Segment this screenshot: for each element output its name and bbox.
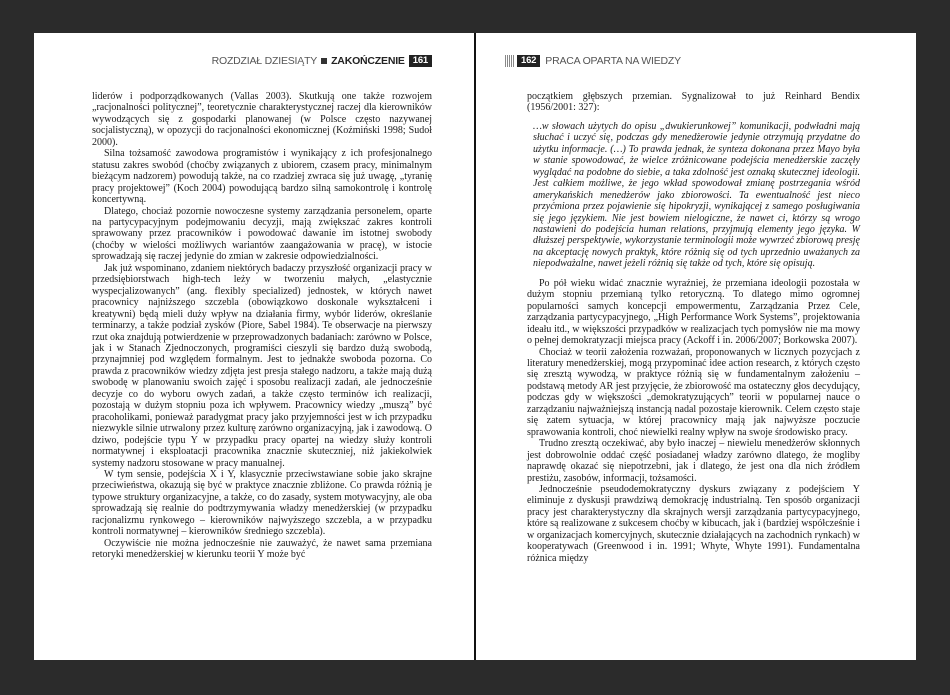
section-title: PRACA OPARTA NA WIEDZY bbox=[545, 55, 681, 67]
paragraph: Dlatego, chociaż pozornie nowoczesne systemy zarządzania personelem, oparte na partycypacyjnym podejmowaniu decyzji, mają zwiększać zakres kontroli sprawowany przez pracowników i powodować dawanie im istotnej swobody (choćby w wielości możliwych wariantów zaangażowania w pracę), w istocie sprowadzają się raczej jedynie do zmian w zakresie odpowiedzialności. bbox=[92, 205, 432, 263]
paragraph: początkiem głębszych przemian. Sygnalizował to już Reinhard Bendix (1956/2001: 327): bbox=[527, 91, 860, 114]
page-number: 162 bbox=[517, 55, 540, 67]
paragraph: liderów i podporządkowanych (Vallas 2003). Skutkują one także rozwojem „racjonalności politycznej”, teoretycznie charakterystycznej raczej dla kierowników wywodzących się z gospodarki planowanej (w Polsce często nazywanej socjalistyczną), w opozycji do racjonalności ekonomicznej (Koźmiński 1998; Sudoł 2000). bbox=[92, 91, 432, 148]
running-header bbox=[212, 54, 432, 68]
paragraph: Jak już wspominano, zdaniem niektórych badaczy przyszłość organizacji pracy w przedsiębiorstwach high-tech leży w tworzeniu małych, „elastycznie wyspecjalizowanych” (ang. flexibly specialized) jednostek, w których nawet pracownicy najniższego szczebla (obowiązkowo doskonale wykształceni i kreatywni) będą mieli duży wpływ na działania firmy, wybór liderów, określanie terminarzy, a także podział zysków (Piore, Sabel 1984). Te obserwacje na pierwszy rzut oka znajdują potwierdzenie w przeprowadzonych badaniach: zarówno w Polsce, jak i w Stanach Zjednoczonych, programiści cieszyli się bardzo dużą swobodą, przynajmniej pod względem formalnym. Jest to jednakże swoboda pozorna. Co prawda z pracowników wiedzy zdjęta jest presja stałego nadzoru, a także mają dużą swobodę w planowaniu swoich zajęć i sposobu realizacji zadań, ale jednocześnie decyzje co do wyboru owych zadań, a także często terminów ich realizacji, pozostają w dużym stopniu poza ich wpływem. Pracownicy wiedzy „muszą” być pracoholikami, ponieważ paradygmat pracy jako przyjemności jest w ich przypadku niezwykle silnie utrwalony przez kulturę zarówno organizacyjną, jak i zawodową. O dziwo, podejście typu Y w przypadku pracy opartej na wiedzy służy kontroli normatywnej i eksploatacji pracownika znacznie skuteczniej, niż jakiekolwiek systemy nadzoru stosowane w pracy manualnej. bbox=[92, 262, 432, 469]
paragraph: W tym sensie, podejścia X i Y, klasycznie przeciwstawiane sobie jako skrajne przeciwieństwa, okazują się być w praktyce znacznie zbliżone. Co prawda różnią je typowe struktury organizacyjne, a także, co do zasady, system motywacyjny, ale oba sprowadzają się realnie do podtrzymywania władzy menedżerskiej (w przypadku racjonalizmu rynkowego – kierowników najwyższego szczebla, a w przypadku kontroli normatywnej – kierowników średniego szczebla). bbox=[92, 468, 432, 538]
body-text bbox=[527, 91, 860, 564]
paragraph: Silna tożsamość zawodowa programistów i wynikający z ich profesjonalnego statusu zakres swobód (choćby związanych z ubiorem, czasem pracy, minimalnym bieżącym nadzorem) powodują także, na co rzadziej zwraca się już uwagę, „tyranię pracy projektowej” (Koch 2004) powodującą bardzo silną samokontrolę i kontrolę koncertywną. bbox=[92, 148, 432, 206]
paragraph: Oczywiście nie można jednocześnie nie zauważyć, że nawet sama przemiana retoryki menedżerskiej w kierunku teorii Y może być bbox=[92, 537, 432, 561]
chapter-title: ROZDZIAŁ DZIESIĄTY bbox=[211, 55, 318, 67]
section-title: ZAKOŃCZENIE bbox=[331, 55, 405, 67]
paragraph: Jednocześnie pseudodemokratyczny dyskurs związany z podejściem Y eliminuje z dyskusji prawdziwą demokrację industrialną. Ten sposób organizacji pracy jest charakterystyczny dla skrajnych wersji zarządzania partycypacyjnego, które są realizowane z sukcesem choćby w kibucach, jak i (bardziej współcześnie i w organizacjach komercyjnych, skutecznie działających na zachodnich rynkach) w kooperatywach (Greenwood i in. 1991; Whyte, Whyte 1991). Fundamentalna różnica między bbox=[527, 483, 860, 564]
paragraph: Po pół wieku widać znacznie wyraźniej, że przemiana ideologii pozostała w dużym stopniu przemianą tylko retoryczną. To dlatego mimo ogromnej popularności samych koncepcji empowermentu, Zarządzania Przez Cele, zarządzania partycypacyjnego, „High Performance Work Systems”, projektowania ideału itd., w większości przypadków w realizacjach tych pomysłów nie ma mowy o pełnej demokratyzacji miejsca pracy (Ackoff i in. 2006/2007; Borkowska 2007). bbox=[527, 277, 860, 347]
separator-square-icon bbox=[321, 58, 327, 64]
running-header bbox=[517, 54, 681, 68]
left-page bbox=[34, 33, 474, 660]
block-quote: …w słowach użytych do opisu „dwukierunkowej” komunikacji, podwładni mają słuchać i uczyć się, podczas gdy menedżerowie jedynie otrzymują przydatne do użytku informacje. (…) To prawda jednak, że synteza dokonana przez Mayo była w stanie spowodować, że wielce zróżnicowane podejścia menedżerskie zaczęły wyglądać na podobne do siebie, a taka zdolność jest oznaką skutecznej ideologii. Jest całkiem możliwe, że jego wkład spowodował zmianę postrzegania wśród amerykańskich menedżerów jako zbiorowości. Ta ewentualność jest nieco przyćmiona przez pojawienie się hipokryzji, wynikającej z samego posługiwania się jego językiem. Nie jest bowiem nielogiczne, że nawet ci, którzy są wrogo nastawieni do podejścia human relations, przyjmują elementy jego języka. W dłuższej perspektywie, wykorzystanie terminologii może wywrzeć zbiorową presję na akceptację nowych praktyk, które różnią się od tych uprzednio uważanych za niepodważalne, nawet jeżeli różnią się także od tych, które się opisują. bbox=[533, 120, 860, 270]
paragraph: Chociaż w teorii założenia rozważań, proponowanych w licznych pozycjach z literatury menedżerskiej, mogą przypominać idee action research, z których często się zresztą wywodzą, w praktyce różnią się w fundamentalnym założeniu – podstawą metody AR jest przyjęcie, że zbiorowość ma ostateczny głos decydujący, podczas gdy w większości „demokratyzujących” teorii w popularnej nauce o zarządzaniu najważniejszą instancją nadal pozostaje kierownik. Celem często staje się zatem sytuacja, w której pracownicy mają jak najwyższe poczucie sprawowania kontroli, choć niewielki realny wpływ na swoje środowisko pracy. bbox=[527, 346, 860, 438]
body-text bbox=[92, 91, 432, 561]
page-number: 161 bbox=[409, 55, 432, 67]
paragraph: Trudno zresztą oczekiwać, aby było inaczej – niewielu menedżerów skłonnych jest dobrowolnie oddać część posiadanej władzy zarówno dlatego, że mogliby naprawdę okazać się niepotrzebni, jak i dlatego, że jest ona dla nich źródłem prestiżu, zasobów, informacji, tożsamości. bbox=[527, 438, 860, 484]
right-page bbox=[476, 33, 916, 660]
